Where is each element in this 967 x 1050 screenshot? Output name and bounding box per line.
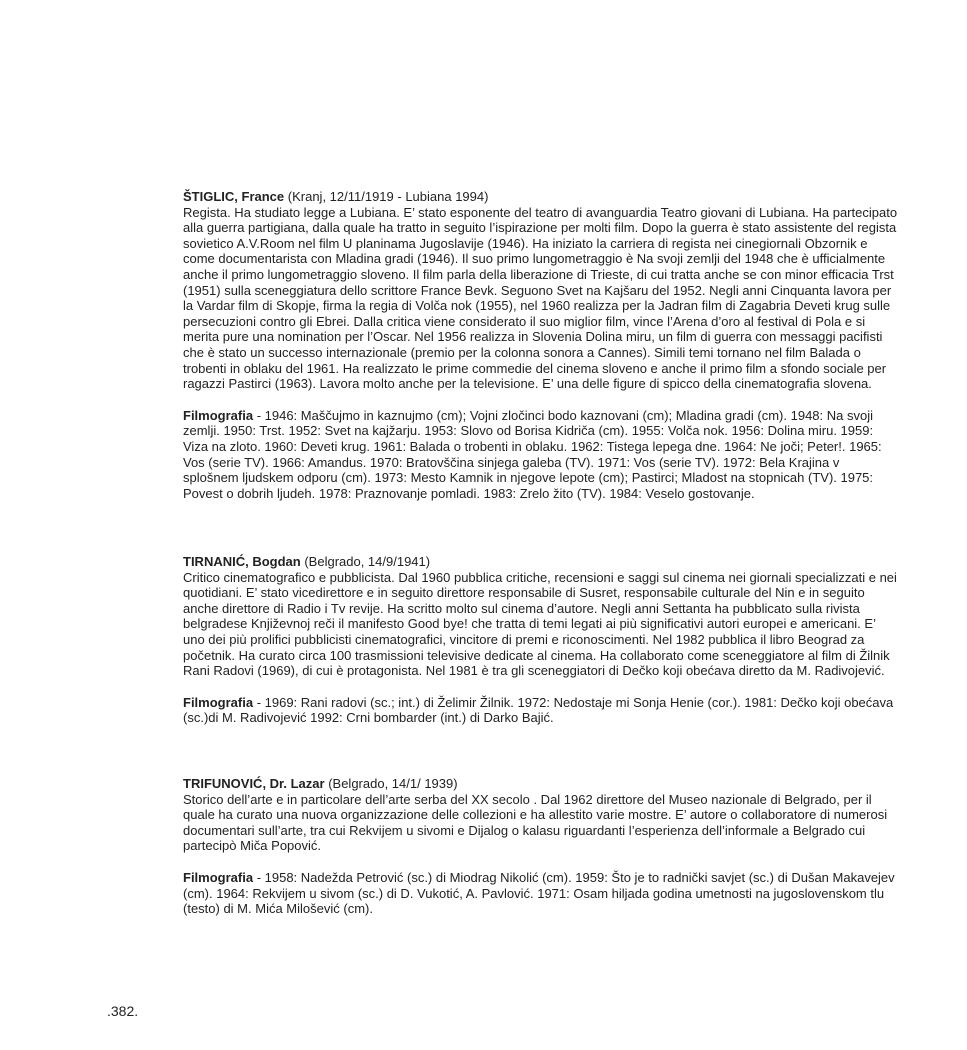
entry-name: ŠTIGLIC, France [183, 189, 285, 204]
entry-bio [183, 554, 898, 679]
entry-name: TRIFUNOVIĆ, Dr. Lazar [183, 776, 325, 791]
entry-birth: (Belgrado, 14/9/1941) [304, 554, 431, 569]
entry-bio [183, 189, 898, 392]
filmography-label: Filmografia [183, 407, 254, 423]
entry-filmography [183, 408, 898, 502]
filmography-label: Filmografia [183, 869, 254, 885]
entry-birth: (Belgrado, 14/1/ 1939) [328, 776, 458, 791]
entry-bio-text: Storico dell’arte e in particolare dell’arte serba del XX secolo . Dal 1962 direttore del Museo nazionale di Belgrado, per il quale ha curato una nuova organizzazione delle collezioni e ha allestito varie mostre. E’ autore o collaboratore di numerosi documentari sull’arte, tra cui Rekvijem u sivomi e Dijalog o kalasu riguardanti l’esperienza dell’informale a Belgrado cui partecipò Miča Popović. [183, 791, 888, 854]
entry-filmography [183, 695, 898, 726]
entry-stiglic [183, 189, 898, 501]
entry-trifunovic [183, 776, 898, 917]
entry-tirnanic [183, 554, 898, 726]
entry-birth: (Kranj, 12/11/1919 - Lubiana 1994) [287, 189, 489, 204]
entry-name: TIRNANIĆ, Bogdan [183, 554, 301, 569]
page-number: .382. [107, 1003, 139, 1019]
entry-filmography [183, 870, 898, 917]
filmography-text: - 1969: Rani radovi (sc.; int.) di Želimir Žilnik. 1972: Nedostaje mi Sonja Henie (cor.). 1981: Dečko koji obećava (sc.)di M. Radivojević 1992: Crni bombarder (int.) di Darko Bajić. [183, 694, 894, 726]
entry-bio-text: Regista. Ha studiato legge a Lubiana. E’ stato esponente del teatro di avanguardia Teatro giovani di Lubiana. Ha partecipato alla guerra partigiana, dalla quale ha tratto in seguito l’ispirazione per molti film. Dopo la guerra è stato assistente del regista sovietico A.V.Room nel film U planinama Jugoslavije (1946). Ha iniziato la carriera di regista nei cinegiornali Obzornik e come documentarista con Mladina gradi (1946). Il suo primo lungometraggio è Na svoji zemlji del 1948 che è ufficialmente anche il primo lungometraggio sloveno. Il film parla della liberazione di Trieste, di cui tratta anche se con minor efficacia Trst (1951) sulla sceneggiatura dello scrittore France Bevk. Seguono Svet na Kajšaru del 1952. Negli anni Cinquanta lavora per la Vardar film di Skopje, firma la regia di Volča nok (1955), nel 1960 realizza per la Jadran film di Zagabria Deveti krug sulle persecuzioni contro gli Ebrei. Dalla critica viene considerato il suo miglior film, vince l’Arena d’oro al festival di Pola e si merita pure una nomination per l’Oscar. Nel 1956 realizza in Slovenia Dolina miru, un film di guerra con messaggi pacifisti che è stato un successo internazionale (premio per la colonna sonora a Cannes). Simili temi tornano nel film Balada o trobenti in oblaku del 1961. Ha realizzato le prime commedie del cinema sloveno e anche il primo film a sfondo sociale per ragazzi Pastirci (1963). Lavora molto anche per la televisione. E’ una delle figure di spicco della cinematografia slovena. [183, 204, 898, 392]
entry-bio [183, 776, 898, 854]
filmography-text: - 1946: Maščujmo in kaznujmo (cm); Vojni zločinci bodo kaznovani (cm); Mladina gradi (cm). 1948: Na svoji zemlji. 1950: Trst. 1952: Svet na kajžarju. 1953: Slovo od Borisa Kidriča (cm). 1955: Volča nok. 1956: Dolina miru. 1959: Viza na zloto. 1960: Deveti krug. 1961: Balada o trobenti in oblaku. 1962: Tistega lepega dne. 1964: Ne joči; Peter!. 1965: Vos (serie TV). 1966: Amandus. 1970: Bratovščina sinjega galeba (TV). 1971: Vos (serie TV). 1972: Bela Krajina v splošnem ljudskem odporu (cm). 1973: Mesto Kamnik in njegove lepote (cm); Pastirci; Mladost na stopnicah (TV). 1975: Povest o dobrih ljudeh. 1978: Praznovanje pomladi. 1983: Zrelo žito (TV). 1984: Veselo gostovanje. [183, 407, 882, 501]
filmography-text: - 1958: Nadežda Petrović (sc.) di Miodrag Nikolić (cm). 1959: Što je to radnički savjet (sc.) di Dušan Makavejev (cm). 1964: Rekvijem u sivom (sc.) di D. Vukotić, A. Pavlović. 1971: Osam hiljada godina umetnosti na jugoslovenskom tlu (testo) di M. Mića Milošević (cm). [183, 869, 895, 917]
filmography-label: Filmografia [183, 694, 254, 710]
entry-bio-text: Critico cinematografico e pubblicista. Dal 1960 pubblica critiche, recensioni e saggi sul cinema nei giornali specializzati e nei quotidiani. E’ stato vicedirettore e in seguito direttore responsabile di Susret, responsabile culturale del Nin e in seguito anche direttore di Radio i Tv revije. Ha scritto molto sul cinema d’autore. Negli anni Settanta ha pubblicato sulla rivista belgradese Književnoj reči il manifesto Good bye! che tratta di temi legati ai più significativi autori europei e americani. E’ uno dei più prolifici pubblicisti cinematografici, vincitore di premi e riconoscimenti. Nel 1982 pubblica il libro Beograd za početnik. Ha curato circa 100 trasmissioni televisive dedicate al cinema. Ha collaborato come sceneggiatore al film di Žilnik Rani Radovi (1969), di cui è protagonista. Nel 1981 è tra gli sceneggiatori di Dečko koji obećava diretto da M. Radivojević. [183, 569, 897, 679]
